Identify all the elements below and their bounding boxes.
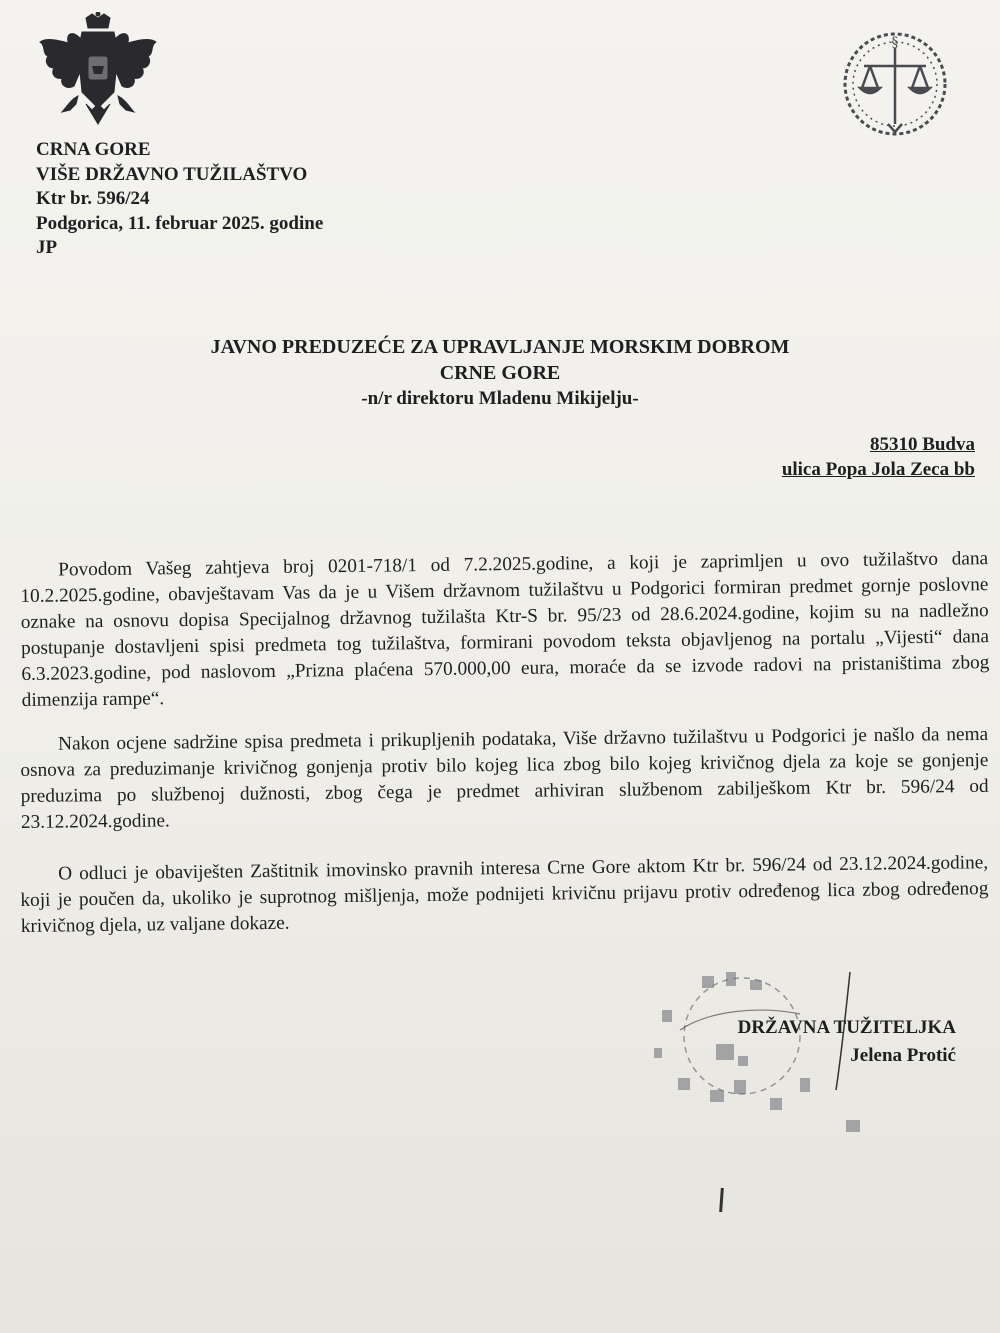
place-and-date: Podgorica, 11. februar 2025. godine [36, 212, 324, 234]
recipient-line-2: CRNE GORE [439, 362, 561, 384]
pen-mark [719, 1188, 724, 1212]
svg-text:§: § [891, 35, 899, 51]
street-address: ulica Popa Jola Zeca bb [781, 459, 975, 480]
signature-block [738, 1014, 956, 1070]
body-paragraph-1: Povodom Vašeg zahtjeva broj 0201-718/1 od 7.2.2025.godine, a koji je zaprimljen u ovo tužilaštvo dana 10.2.2025.godine, obavještavam Vas da je u Višem državnom tužilaštvu u Podgorici formiran predmet gornje poslovne oznake na osnovu dopisa Specijalnog državnog tužilašta Ktr-S br. 95/23 od 28.6.2024.godine, kojim su na nadležno postupanje dostavljeni spisi predmeta tog tužilaštva, formirani povodom teksta objavljenog na portalu „Vijesti“ dana 6.3.2023.godine, pod naslovom „Prizna plaćena 570.000,00 eura, moraće da se izvode radovi na pristaništima zbog dimenzija rampe“. [20, 548, 990, 711]
body-paragraph-3: O odluci je obaviješten Zaštitnik imovinsko pravnih interesa Crne Gore aktom Ktr br. 596/24 od 23.12.2024.godine, koji je poučen da, ukoliko je suprotnog mišljenja, može podnijeti krivičnu prijavu protiv određenog lica zbog određenog krivičnog djela, uz valjane dokaze. [20, 852, 989, 937]
signatory-title: DRŽAVNA TUŽITELJKA [737, 1017, 956, 1038]
prosecution-seal-icon [838, 30, 952, 138]
institution-name: VIŠE DRŽAVNO TUŽILAŠTVO [36, 163, 308, 185]
case-number: Ktr br. 596/24 [36, 188, 150, 209]
postal-city: 85310 Budva [869, 434, 975, 455]
signatory-name: Jelena Protić [850, 1045, 956, 1066]
recipient-address [782, 432, 975, 482]
body-paragraph-2: Nakon ocjene sadržine spisa predmeta i prikupljenih podataka, Više državno tužilaštvu u Podgorici je našlo da nema osnova za preduzimanje krivičnog gonjenja protiv bilo kojeg lica zbog bilo kojeg krivičnog djela za koje se gonjenje preduzima po službenoj dužnosti, zbog čega je predmet arhiviran službenom zabilješkom Ktr br. 596/24 od 23.12.2024.godine. [20, 723, 989, 833]
recipient-attention: -n/r direktoru Mladenu Mikijelju- [361, 388, 639, 409]
letterhead [36, 138, 323, 261]
coat-of-arms-icon [36, 12, 160, 130]
recipient-line-1: JAVNO PREDUZEĆE ZA UPRAVLJANJE MORSKIM DOBROM [210, 336, 790, 358]
author-initials: JP [36, 237, 58, 258]
country-name: CRNA GORE [36, 139, 151, 160]
recipient-block [0, 334, 1000, 412]
